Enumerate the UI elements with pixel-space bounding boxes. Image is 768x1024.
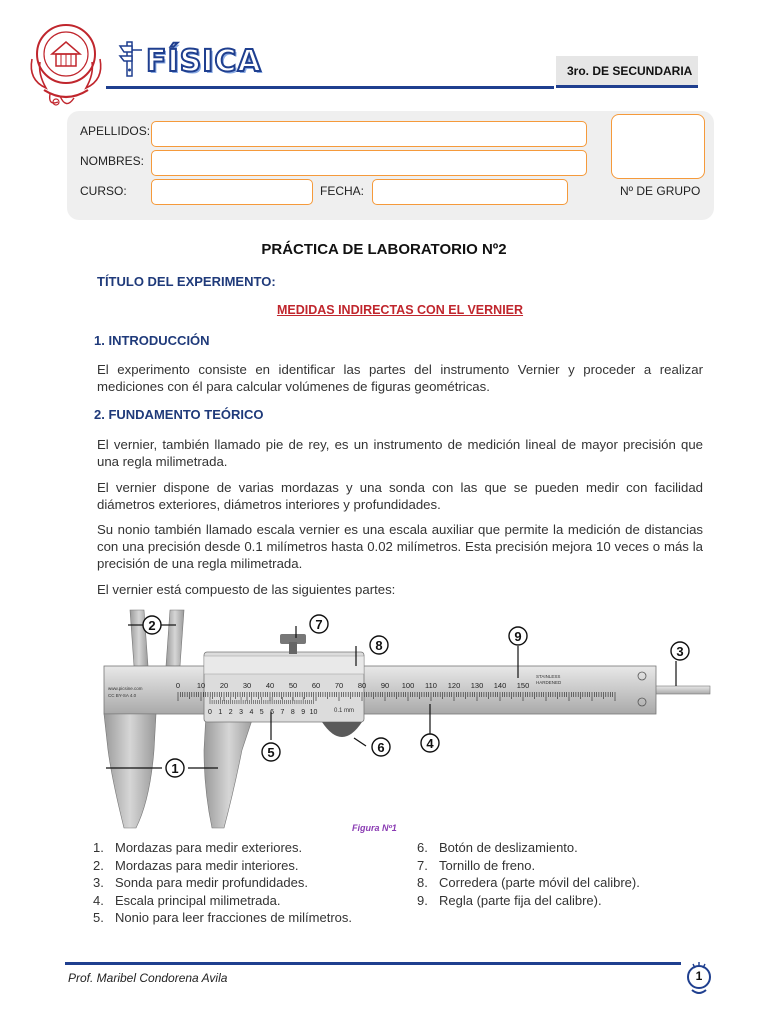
steel-text-1: STAINLESS bbox=[536, 674, 561, 679]
page-title: PRÁCTICA DE LABORATORIO Nº2 bbox=[261, 241, 507, 258]
callout-number-5: 5 bbox=[267, 745, 275, 760]
caliper-icon bbox=[118, 40, 146, 80]
vernier-scale-label: 1 bbox=[218, 709, 223, 716]
list-item: 7. Tornillo de freno. bbox=[417, 857, 536, 873]
main-scale-label: 20 bbox=[219, 681, 229, 690]
vernier-scale-label: 2 bbox=[228, 709, 233, 716]
main-scale-label: 100 bbox=[401, 681, 415, 690]
main-beam bbox=[104, 666, 656, 714]
outside-jaw-moving bbox=[204, 714, 254, 828]
vernier-unit-label: 0.1 mm bbox=[334, 708, 355, 714]
page-number: 1 bbox=[695, 969, 703, 983]
list-item: 1. Mordazas para medir exteriores. bbox=[93, 840, 303, 855]
steel-text-2: HARDENED bbox=[536, 680, 562, 685]
parts-list-right bbox=[417, 839, 640, 909]
theory-paragraph-4: El vernier está compuesto de las siguientes partes: bbox=[97, 582, 396, 597]
main-scale-label: 80 bbox=[357, 681, 367, 690]
inside-jaw-moving bbox=[166, 610, 184, 666]
vernier-scale-label: 9 bbox=[301, 709, 306, 716]
list-item: 6. Botón de deslizamiento. bbox=[417, 840, 578, 855]
curso-label: CURSO: bbox=[80, 184, 127, 198]
maker-text-1: www.picsine.com bbox=[108, 686, 143, 691]
callout-number-7: 7 bbox=[315, 617, 323, 632]
experiment-title: MEDIDAS INDIRECTAS CON EL VERNIER bbox=[276, 303, 524, 317]
theory-paragraph-3: Su nonio también llamado escala vernier es una escala auxiliar que permite la medición de distancias con una precisión desde 0.1 milímetros hasta 0.02 milímetros. Esta precisión mejora 10 veces o más la precisión de una regla milimetrada. bbox=[97, 522, 703, 571]
main-scale-label: 60 bbox=[311, 681, 321, 690]
footer-divider bbox=[65, 962, 681, 965]
vernier-scale-label: 7 bbox=[280, 709, 285, 716]
subject-title bbox=[118, 44, 268, 84]
header-divider bbox=[106, 86, 554, 89]
apellidos-label: APELLIDOS: bbox=[80, 124, 151, 138]
list-item: 9. Regla (parte fija del calibre). bbox=[417, 892, 602, 908]
main-scale-label: 70 bbox=[334, 681, 344, 690]
curso-field[interactable] bbox=[151, 179, 313, 205]
theory-paragraph-2: El vernier dispone de varias mordazas y una sonda con las que se pueden medir con facilidad diámetros exteriores, diámetros interiores y profundidades. bbox=[97, 480, 703, 512]
main-scale-label: 130 bbox=[470, 681, 484, 690]
vernier-scale-label: 0 bbox=[208, 709, 212, 716]
parts-list-left bbox=[93, 839, 352, 927]
callout-number-8: 8 bbox=[375, 638, 383, 653]
apellidos-field[interactable] bbox=[151, 121, 587, 147]
callout-number-6: 6 bbox=[377, 740, 385, 755]
main-scale-label: 0 bbox=[175, 681, 181, 690]
school-seal-logo bbox=[22, 14, 108, 110]
theory-paragraph-1: El vernier, también llamado pie de rey, es un instrumento de medición lineal de mayor precisión que una regla milimetrada. bbox=[97, 437, 703, 469]
grade-box bbox=[556, 56, 698, 88]
nombres-field[interactable] bbox=[151, 150, 587, 176]
list-item: 8. Corredera (parte móvil del calibre). bbox=[417, 875, 640, 890]
depth-probe bbox=[654, 686, 710, 694]
callout-number-1: 1 bbox=[171, 761, 179, 776]
main-scale-label: 150 bbox=[516, 681, 530, 690]
section-introduccion-heading: 1. INTRODUCCIÓN bbox=[94, 333, 210, 348]
intro-paragraph: El experimento consiste en identificar las partes del instrumento Vernier y proceder a realizar mediciones con él para calcular volúmenes de figuras geométricas. bbox=[97, 362, 703, 394]
vernier-caliper-figure bbox=[94, 600, 724, 830]
vernier-scale-label: 10 bbox=[309, 709, 318, 716]
vernier-scale-label: 6 bbox=[270, 709, 275, 716]
main-scale-label: 30 bbox=[242, 681, 252, 690]
callout-number-3: 3 bbox=[676, 644, 684, 659]
fecha-field[interactable] bbox=[372, 179, 568, 205]
vernier-scale-label: 4 bbox=[249, 709, 254, 716]
maker-text-2: CC BY-SA 4.0 bbox=[108, 693, 137, 698]
grupo-field[interactable] bbox=[611, 114, 705, 179]
main-scale-label: 90 bbox=[380, 681, 390, 690]
main-scale-label: 140 bbox=[493, 681, 507, 690]
experiment-heading: TÍTULO DEL EXPERIMENTO: bbox=[97, 274, 276, 289]
fecha-label: FECHA: bbox=[320, 184, 365, 198]
list-item: 5. Nonio para leer fracciones de milímetros. bbox=[93, 910, 352, 925]
list-item: 2. Mordazas para medir interiores. bbox=[93, 857, 299, 873]
subject-name: FÍSICA bbox=[146, 44, 262, 79]
main-scale-label: 120 bbox=[447, 681, 461, 690]
thumb-roller bbox=[322, 722, 362, 737]
callout-number-9: 9 bbox=[514, 629, 522, 644]
figure-caption: Figura Nº1 bbox=[352, 823, 397, 833]
list-item: 3. Sonda para medir profundidades. bbox=[93, 875, 308, 890]
callout-number-2: 2 bbox=[148, 618, 156, 633]
main-scale-label: 10 bbox=[196, 681, 206, 690]
main-scale-label: 110 bbox=[425, 681, 437, 690]
nombres-label: NOMBRES: bbox=[80, 154, 145, 168]
main-scale-label: 50 bbox=[288, 681, 298, 690]
vernier-scale-label: 5 bbox=[259, 709, 264, 716]
callout-number-4: 4 bbox=[426, 736, 434, 751]
outside-jaw-fixed bbox=[104, 714, 156, 828]
author-name: Prof. Maribel Condorena Avila bbox=[68, 971, 228, 985]
grade-label: 3ro. DE SECUNDARIA bbox=[567, 64, 693, 78]
vernier-scale-label: 8 bbox=[290, 709, 295, 716]
list-item: 4. Escala principal milimetrada. bbox=[93, 892, 281, 908]
main-scale-label: 40 bbox=[265, 681, 275, 690]
grupo-label: Nº DE GRUPO bbox=[620, 184, 701, 198]
vernier-scale-label: 3 bbox=[239, 709, 244, 716]
section-fundamento-heading: 2. FUNDAMENTO TEÓRICO bbox=[94, 407, 264, 422]
